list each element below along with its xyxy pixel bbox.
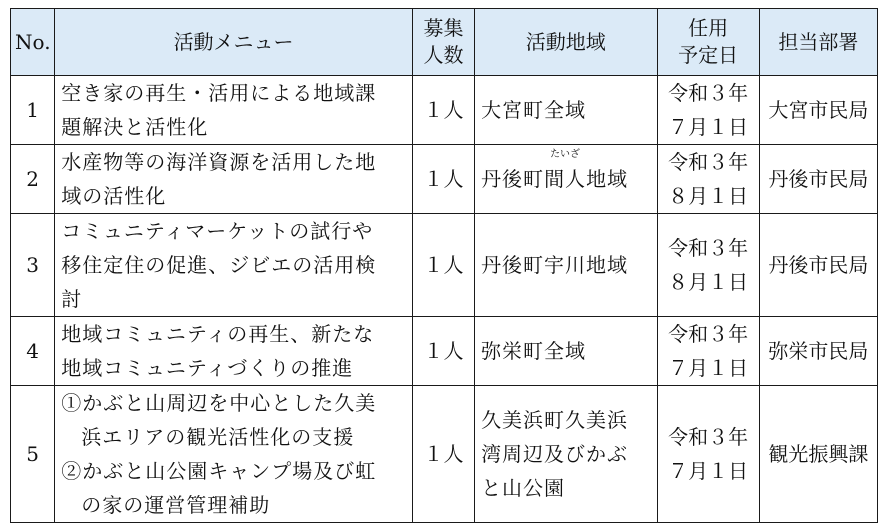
activity-menu-cell: [55, 214, 413, 317]
table-row: [11, 76, 878, 145]
header-activity-area: 活動地域: [475, 9, 657, 76]
date-line: 令和３年: [668, 322, 749, 346]
activity-menu-cell: [55, 145, 413, 214]
menu-item-1: ①かぶと山周辺を中心とした久美: [61, 391, 377, 415]
header-activity-menu: 活動メニュー: [55, 9, 413, 76]
recruit-count: １人: [412, 386, 474, 523]
date-line: 令和３年: [668, 236, 749, 260]
area-text-post: 地域: [586, 167, 629, 191]
menu-line: 題解決と活性化: [61, 115, 209, 139]
area-ruby: [544, 149, 587, 196]
date-line: 令和３年: [668, 150, 749, 174]
table-row: [11, 214, 878, 317]
appointment-date-cell: [657, 214, 759, 317]
activity-area-cell: [475, 317, 657, 386]
menu-line: 移住定住の促進、ジビエの活用検: [61, 253, 377, 277]
table-header: [11, 9, 878, 76]
date-line: 令和３年: [668, 425, 749, 449]
row-number: 1: [11, 76, 55, 145]
header-date-line1: 任用: [688, 16, 729, 40]
activity-menu-cell: [55, 76, 413, 145]
header-recruit-count: [412, 9, 474, 76]
recruitment-table: [10, 8, 878, 523]
menu-line: 水産物等の海洋資源を活用した地: [61, 150, 377, 174]
menu-line: 討: [61, 287, 83, 311]
menu-item-2-continued: の家の運営管理補助: [81, 493, 271, 517]
ruby-base: 間人: [544, 167, 587, 191]
date-line: ８月１日: [668, 270, 749, 294]
area-text-pre: 丹後町: [481, 167, 545, 191]
menu-line: コミュニティマーケットの試行や: [61, 219, 374, 243]
appointment-date-cell: [657, 145, 759, 214]
row-number: 3: [11, 214, 55, 317]
area-line: 久美浜町久美浜: [481, 408, 629, 432]
header-appointment-date: [657, 9, 759, 76]
date-line: 令和３年: [668, 81, 749, 105]
menu-item-1-continued: 浜エリアの観光活性化の支援: [81, 425, 355, 449]
appointment-date-cell: [657, 386, 759, 523]
menu-line: 空き家の再生・活用による地域課: [61, 81, 377, 105]
menu-line: 地域コミュニティの再生、新たな: [61, 322, 375, 346]
header-no: No.: [11, 9, 55, 76]
header-count-line2: 人数: [423, 43, 464, 67]
activity-area-cell: [475, 386, 657, 523]
area-line: 丹後町宇川地域: [481, 253, 629, 277]
table-row: [11, 145, 878, 214]
row-number: 5: [11, 386, 55, 523]
recruit-count: １人: [412, 317, 474, 386]
department: 観光振興課: [759, 386, 877, 523]
table-row: [11, 386, 878, 523]
menu-item-2: ②かぶと山公園キャンプ場及び虹: [61, 459, 377, 483]
date-line: ８月１日: [668, 184, 749, 208]
area-line: と山公園: [481, 476, 566, 500]
activity-area-cell: [475, 145, 657, 214]
header-department: 担当部署: [759, 9, 877, 76]
department: 弥栄市民局: [759, 317, 877, 386]
header-row: [11, 9, 878, 76]
area-line: [481, 149, 650, 196]
activity-menu-cell: [55, 317, 413, 386]
activity-area-cell: [475, 214, 657, 317]
table-row: [11, 317, 878, 386]
area-line: 大宮町全域: [481, 98, 587, 122]
department: 丹後市民局: [759, 214, 877, 317]
recruit-count: １人: [412, 214, 474, 317]
row-number: 2: [11, 145, 55, 214]
header-count-line1: 募集: [423, 16, 464, 40]
activity-area-cell: [475, 76, 657, 145]
date-line: ７月１日: [668, 356, 749, 380]
recruit-count: １人: [412, 145, 474, 214]
appointment-date-cell: [657, 76, 759, 145]
area-line: 湾周辺及びかぶ: [481, 442, 629, 466]
activity-menu-cell: [55, 386, 413, 523]
appointment-date-cell: [657, 317, 759, 386]
date-line: ７月１日: [668, 115, 749, 139]
area-line: 弥栄町全域: [481, 339, 587, 363]
row-number: 4: [11, 317, 55, 386]
department: 丹後市民局: [759, 145, 877, 214]
table-body: [11, 76, 878, 523]
ruby-reading: たいざ: [550, 149, 581, 160]
date-line: ７月１日: [668, 459, 749, 483]
recruit-count: １人: [412, 76, 474, 145]
menu-line: 域の活性化: [61, 184, 167, 208]
department: 大宮市民局: [759, 76, 877, 145]
menu-line: 地域コミュニティづくりの推進: [61, 356, 354, 380]
header-date-line2: 予定日: [678, 43, 739, 67]
